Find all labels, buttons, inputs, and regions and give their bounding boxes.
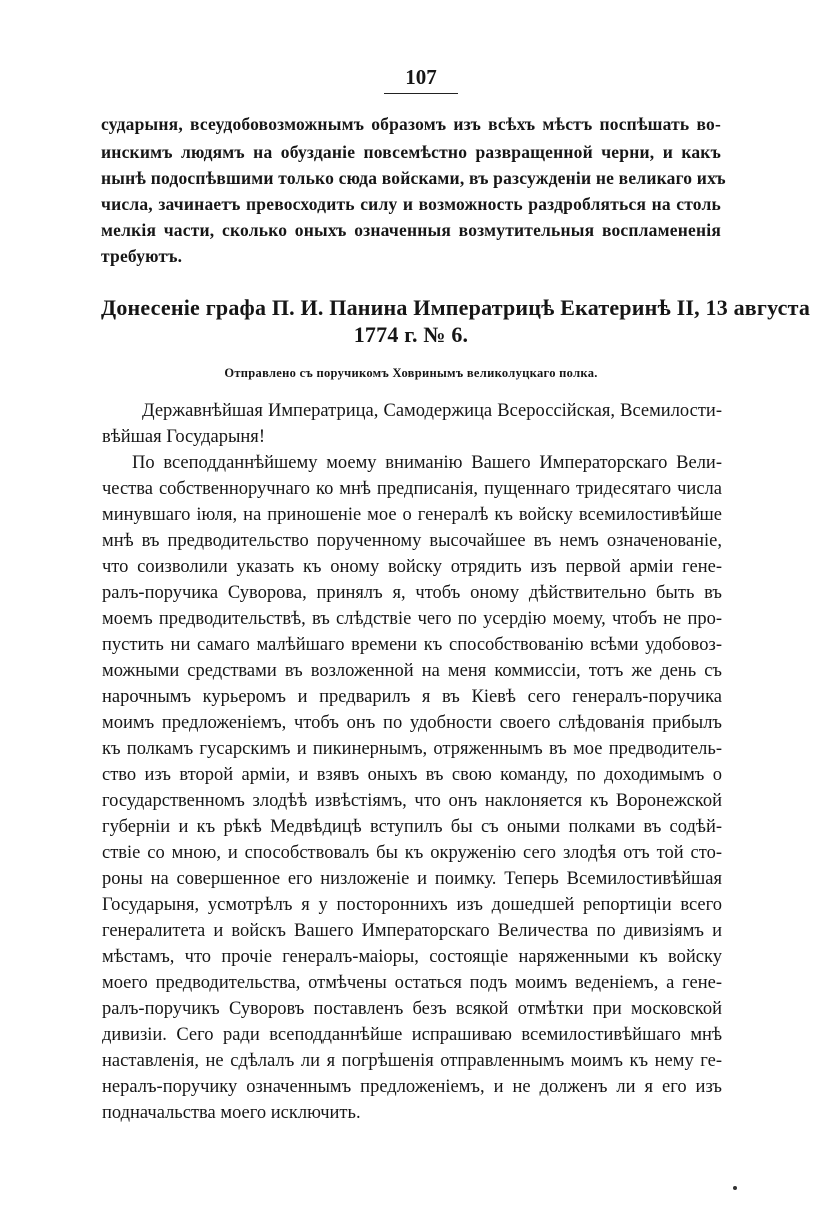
body-line: пустить ни самаго малѣйшаго времени къ способствованію всѣми удобовоз-: [102, 635, 722, 655]
body-line: ралъ-поручика Суворова, принялъ я, чтобъ оному дѣйствительно быть въ: [102, 583, 722, 603]
body-line: дивизіи. Сего ради всеподданнѣйше испрашиваю всемилостивѣйшаго мнѣ: [102, 1025, 722, 1045]
page-number: 107: [405, 65, 437, 89]
continued-line: числа, зачинаетъ превосходить силу и возможность раздробляться на столь: [101, 194, 721, 214]
continued-line: требуютъ.: [101, 246, 183, 266]
body-line: губерніи и къ рѣкѣ Медвѣдицѣ вступилъ бы съ оными полками въ содѣй-: [102, 817, 722, 837]
body-line: моего предводительства, отмѣчены остаться подъ моимъ веденіемъ, а гене-: [102, 973, 722, 993]
body-line: роны на совершенное его низложеніе и поимку. Теперь Всемилостивѣйшая: [102, 869, 722, 889]
body-line: моемъ предводительствѣ, въ слѣдствіе чего по усердію моему, чтобъ не про-: [102, 609, 722, 629]
body-line: государственномъ злодѣѣ извѣстіямъ, что онъ наклоняется къ Воронежской: [102, 791, 722, 811]
page-number-underline: [384, 93, 458, 94]
body-line: нералъ-поручику означеннымъ предложеніемъ, и не долженъ ли я его изъ: [102, 1077, 722, 1097]
body-line: можными средствами въ возложенной на меня коммиссіи, тотъ же день съ: [102, 661, 722, 681]
body-line: По всеподданнѣйшему моему вниманію Вашего Императорскаго Вели-: [132, 453, 722, 473]
body-line: къ полкамъ гусарскимъ и пикинернымъ, отряженнымъ въ мое предводитель-: [102, 739, 722, 759]
salutation-line: вѣйшая Государыня!: [102, 427, 265, 447]
body-line: моимъ предложеніемъ, чтобъ онъ по удобности своего слѣдованія прибылъ: [102, 713, 722, 733]
continued-line: мелкія части, сколько оныхъ означенныя возмутительныя воспламененія: [101, 220, 721, 240]
salutation-line: Державнѣйшая Императрица, Самодержица Всероссійская, Всемилости-: [142, 401, 722, 421]
body-line: генералитета и войскъ Вашего Императорскаго Величества по дивизіямъ и: [102, 921, 722, 941]
body-line: нарочнымъ курьеромъ и предварилъ я въ Кіевѣ сего генералъ-поручика: [102, 687, 722, 707]
body-line: подначальства моего исключить.: [102, 1103, 361, 1123]
body-line: мнѣ въ предводительство порученному высочайшее въ немъ означенованіе,: [102, 531, 722, 551]
body-line: мѣстамъ, что прочіе генералъ-маіоры, состоящіе наряженными къ войску: [102, 947, 722, 967]
continued-line: сударыня, всеудобовозможнымъ образомъ изъ всѣхъ мѣстъ поспѣшать во-: [101, 114, 721, 134]
body-line: ралъ-поручикъ Суворовъ поставленъ безъ всякой отмѣтки при московской: [102, 999, 722, 1019]
body-line: ство изъ второй арміи, и взявъ оныхъ въ свою команду, по доходимымъ о: [102, 765, 722, 785]
body-line: Государыня, усмотрѣлъ я у постороннихъ изъ дошедшей репортиціи всего: [102, 895, 722, 915]
body-line: наставленія, не сдѣлалъ ли я погрѣшенія отправленнымъ моимъ къ нему ге-: [102, 1051, 722, 1071]
document-note: Отправлено съ поручикомъ Ховринымъ великолуцкаго полка.: [224, 366, 598, 380]
body-line: что соизволили указать къ оному войску отрядить изъ первой арміи гене-: [102, 557, 722, 577]
continued-line: нынѣ подоспѣвшими только сюда войсками, въ разсужденіи не великаго ихъ: [101, 168, 726, 188]
body-line: минувшаго іюля, на приношеніе мое о генералѣ къ войску всемилостивѣйше: [102, 505, 722, 525]
print-speck: [733, 1186, 737, 1190]
document-title-line: Донесеніе графа П. И. Панина Императрицѣ Екатеринѣ II, 13 августа: [101, 295, 811, 320]
body-line: ствіе со мною, и способствовалъ бы къ окруженію сего злодѣя отъ той сто-: [102, 843, 722, 863]
body-line: чества собственноручнаго ко мнѣ предписанія, пущеннаго тридесятаго числа: [102, 479, 722, 499]
continued-line: инскимъ людямъ на обузданіе повсемѣстно развращенной черни, и какъ: [101, 142, 721, 162]
document-title-line: 1774 г. № 6.: [353, 322, 469, 347]
